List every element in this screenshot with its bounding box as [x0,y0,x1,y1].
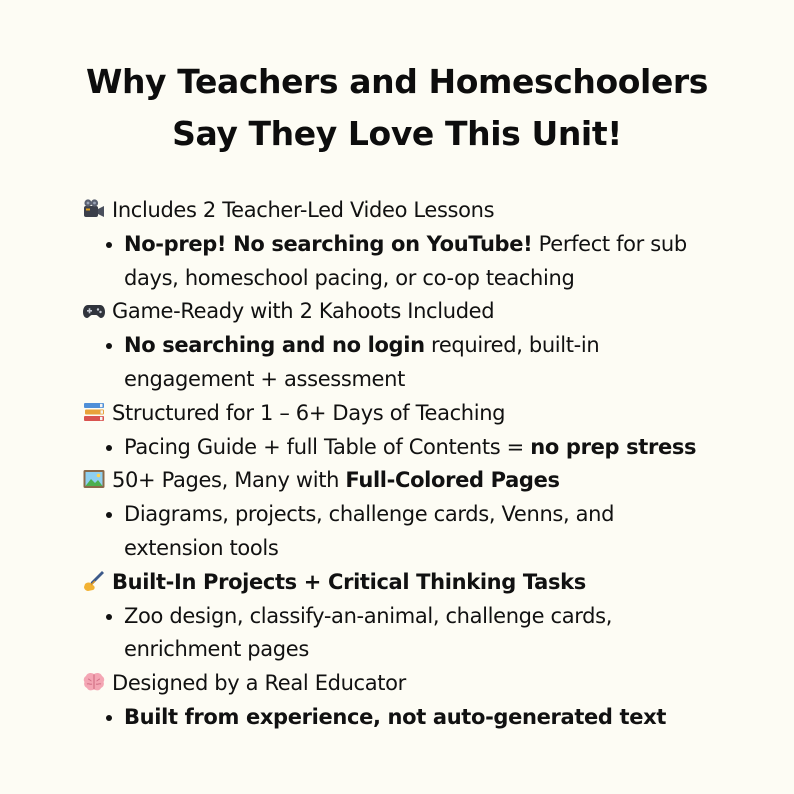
feature-heading-kahoots [82,295,772,329]
list-item: Pacing Guide + full Table of Contents = no prep stress [82,431,772,465]
list-item: Built from experience, not auto-generated text [82,701,772,735]
list-item-continuation: extension tools [124,535,279,560]
feature-heading-projects [82,566,772,600]
list-item: No searching and no login required, built-in [82,329,772,363]
picture-icon [82,467,106,491]
page-title [0,56,794,160]
list-item-continuation: engagement + assessment [124,366,405,391]
feature-heading-structured [82,397,772,431]
writing-hand-icon [82,569,106,593]
title-line-1: Why Teachers and Homeschoolers [85,62,709,101]
feature-heading-bold-text: Built-In Projects + Critical Thinking Tasks [112,569,586,594]
list-item-continuation: enrichment pages [124,637,309,662]
feature-heading-text: Game-Ready with 2 Kahoots Included [112,299,495,324]
feature-heading-educator [82,667,772,701]
feature-heading-video-lessons [82,194,772,228]
list-item-continuation: days, homeschool pacing, or co-op teaching [124,265,575,290]
game-controller-icon [82,298,106,322]
feature-list [82,194,772,735]
list-item: No-prep! No searching on YouTube! Perfect for sub [82,228,772,262]
books-icon [82,400,106,424]
list-item: Diagrams, projects, challenge cards, Venns, and [82,498,772,532]
list-item: Zoo design, classify-an-animal, challenge cards, [82,600,772,634]
feature-heading-text: Includes 2 Teacher-Led Video Lessons [112,198,495,222]
feature-heading-text: Structured for 1 – 6+ Days of Teaching [112,400,506,425]
feature-heading-pages [82,464,772,498]
feature-heading-text: Designed by a Real Educator [112,671,406,696]
feature-heading-text: 50+ Pages, Many with [112,468,346,493]
title-line-2: Say They Love This Unit! [172,114,622,153]
feature-heading-bold-text: Full-Colored Pages [345,468,560,493]
brain-icon [82,670,106,694]
movie-camera-icon [82,197,106,221]
